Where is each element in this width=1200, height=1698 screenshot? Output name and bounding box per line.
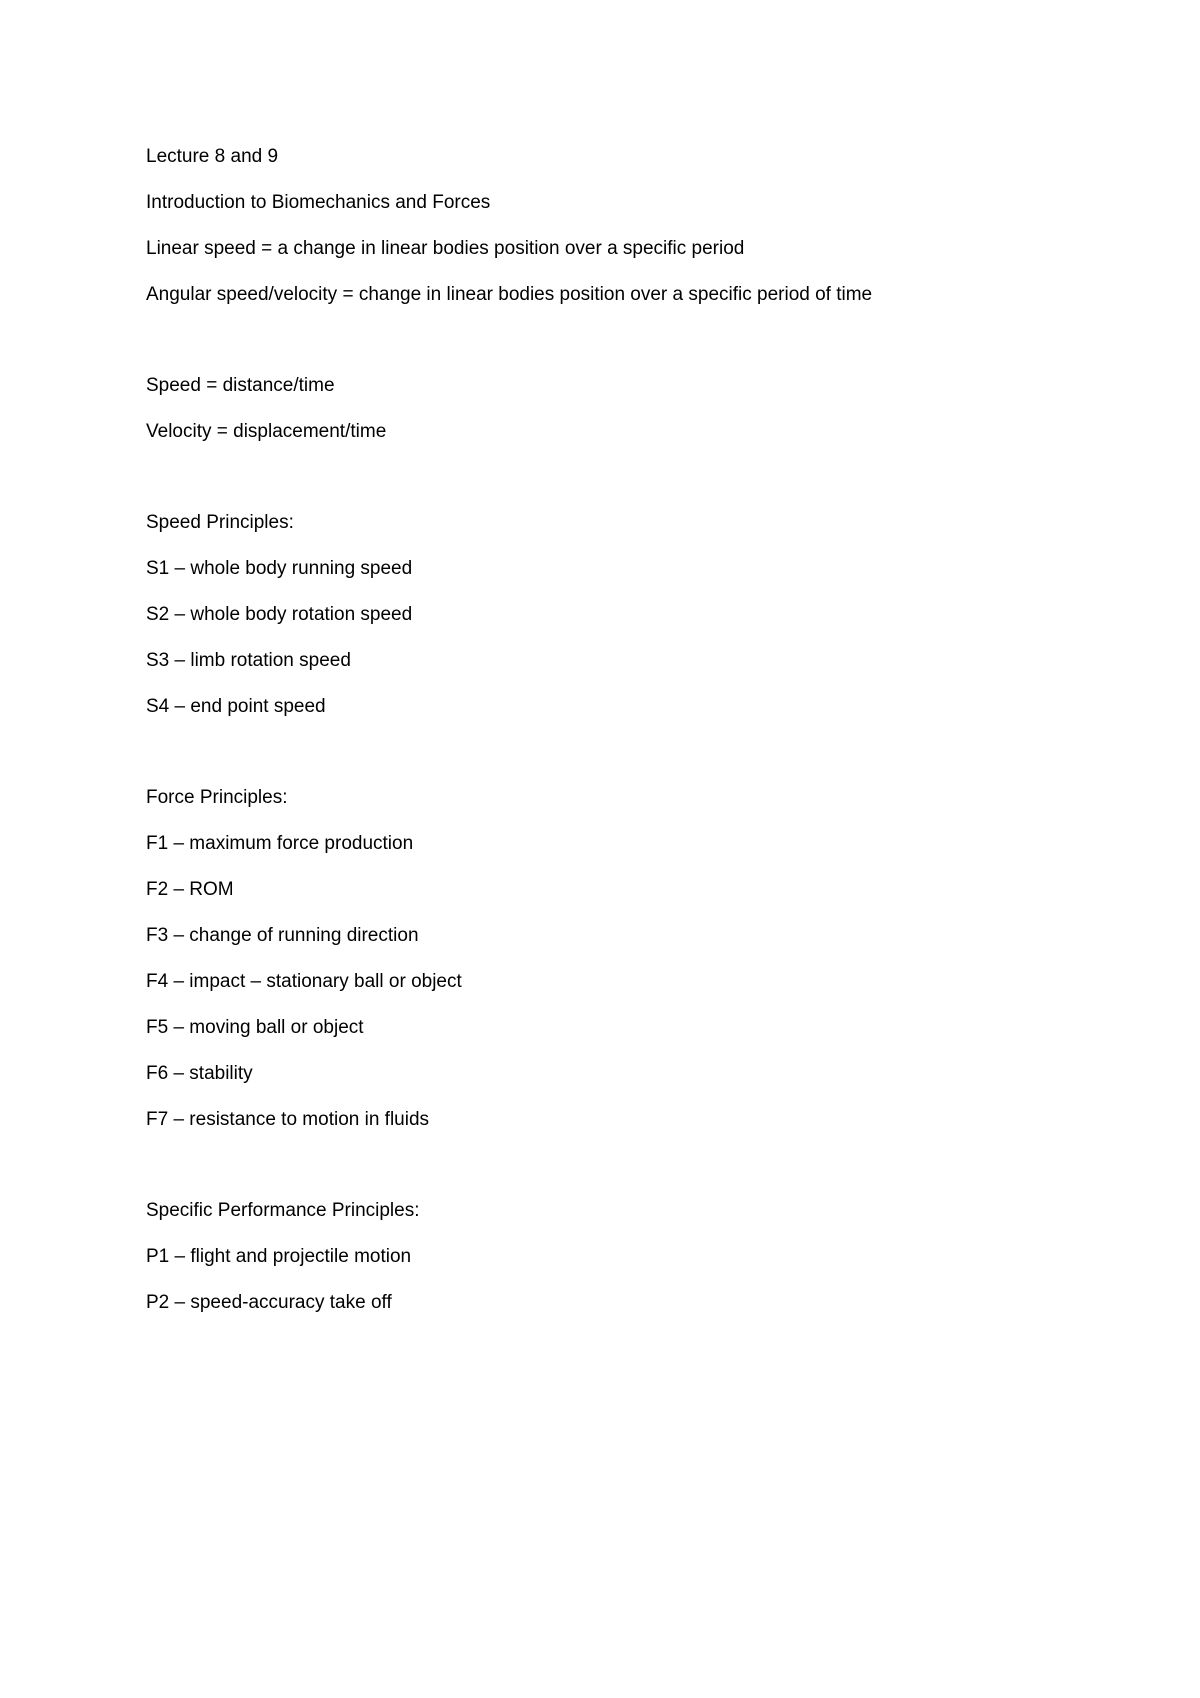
- blank-line: [146, 466, 1106, 511]
- force-principle-item: F7 – resistance to motion in fluids: [146, 1109, 430, 1130]
- speed-principles-title: Speed Principles:: [146, 512, 294, 533]
- performance-principle-item: P1 – flight and projectile motion: [146, 1246, 412, 1267]
- force-principle-item: F5 – moving ball or object: [146, 1017, 364, 1038]
- blank-line: [146, 1154, 1106, 1199]
- speed-principle-item: S4 – end point speed: [146, 696, 326, 717]
- linear-speed-definition: Linear speed = a change in linear bodies position over a specific period: [146, 238, 745, 259]
- force-principle-item: F3 – change of running direction: [146, 925, 419, 946]
- force-principle-item: F2 – ROM: [146, 879, 234, 900]
- speed-principle-item: S1 – whole body running speed: [146, 558, 413, 579]
- force-principles-title: Force Principles:: [146, 787, 288, 808]
- lecture-heading: Lecture 8 and 9: [146, 146, 279, 167]
- speed-principle-item: S3 – limb rotation speed: [146, 650, 351, 671]
- force-principle-item: F6 – stability: [146, 1063, 253, 1084]
- speed-formula: Speed = distance/time: [146, 375, 335, 396]
- performance-principles-title: Specific Performance Principles:: [146, 1200, 420, 1221]
- intro-line: Introduction to Biomechanics and Forces: [146, 192, 491, 213]
- blank-line: [146, 741, 1106, 786]
- speed-principle-item: S2 – whole body rotation speed: [146, 604, 413, 625]
- force-principle-item: F4 – impact – stationary ball or object: [146, 971, 462, 992]
- blank-line: [146, 329, 1106, 374]
- velocity-formula: Velocity = displacement/time: [146, 421, 387, 442]
- force-principle-item: F1 – maximum force production: [146, 833, 414, 854]
- angular-speed-definition: Angular speed/velocity = change in linear bodies position over a specific period of time: [146, 284, 873, 305]
- document-page: [146, 145, 1106, 1337]
- performance-principle-item: P2 – speed-accuracy take off: [146, 1292, 392, 1313]
